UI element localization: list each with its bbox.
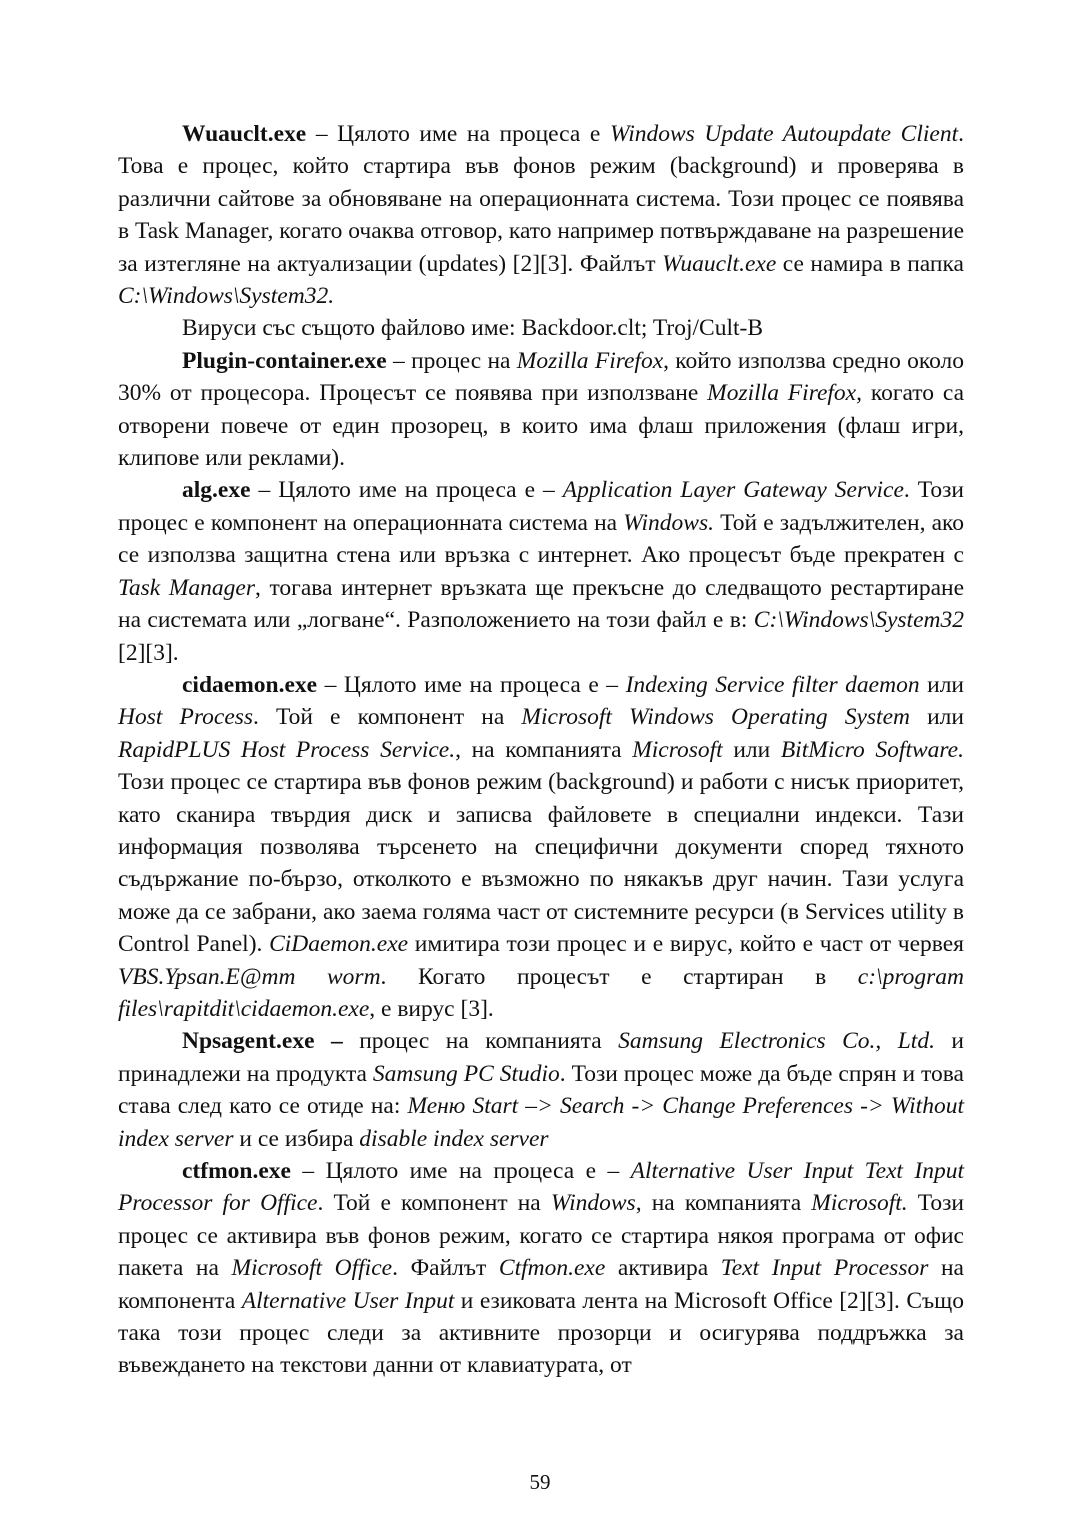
term-npsagent: Npsagent.exe – [182,1028,343,1055]
document-page [118,118,964,1382]
italic-run: Microsoft [632,736,723,763]
para-npsagent [118,1025,964,1155]
page-number: 59 [529,1470,551,1494]
italic-run: Mozilla Firefox, [707,380,862,407]
text-run: Той е задължителен, ако се използва защитна стена или връзка с интернет. Ако процесът бъде прекратен с [118,509,965,569]
text-run: и езиковата лента на Microsoft Office [2][3]. Също така този процес следи за активните прозорци и осигурява поддръжка за въвеждането на текстови данни от клавиатурата, от [118,1287,964,1379]
italic-run: Windows [550,1190,636,1217]
text-run: – Цялото име на процеса е [306,121,610,147]
text-run: или [910,704,964,731]
text-run: Този процес се стартира във фонов режим (background) и работи с нисък приоритет, като сканира твърдия диск и записва файловете в специални индекси. Тази информация позволява търсенето на специфични документи според тяхното съдържание по-бързо, отколкото е възможно по някакъв друг начин. Тази услуга може да се забрани, ако заема голяма част от системните ресурси (в Services utility в Control Panel). [118,769,964,958]
text-run: . Това е процес, който стартира във фонов режим (background) и проверява в различни сайтове за обновяване на операционната система. Този процес се появява в Task Manager, когато очаква отговор, като например потвърждаване на разрешение за изтегляне на актуализации (updates) [2][3]. Файлът [118,121,965,277]
text-run: Този процес се активира във фонов режим, когато се стартира някоя програма от офис пакета на [118,1190,964,1282]
italic-run: Samsung Electronics Co., Ltd. [618,1028,935,1055]
italic-run: Text Input Processor [720,1255,929,1282]
para-wuauclt [118,118,964,312]
text-run: когато са отворени повече от един прозорец, в които има флаш приложения (флаш игри, клипове или реклами). [118,380,964,472]
text-run: или [919,671,964,698]
text-run: , тогава интернет връзката ще прекъсне до следващото рестартиране на системата или „логване“. Разположението на този файл е в: [118,574,965,634]
italic-run: Application Layer Gateway Service [562,477,904,504]
italic-run: Windows Update Autoupdate Client [609,121,959,147]
text-run: , който използва средно около 30% от процесора. Процесът се появява при използване [118,347,964,407]
italic-run: RapidPLUS Host Process Service. [118,736,456,763]
italic-run: C:\Windows\System32 [753,607,964,634]
italic-run: VBS.Ypsan.E@mm worm [118,963,381,990]
italic-run: Windows. [623,509,714,536]
italic-run: Microsoft. [811,1190,908,1217]
text-run: и се избира [233,1125,360,1152]
italic-run: Microsoft Windows Operating System [521,704,910,731]
italic-run: Task Manager [118,574,255,601]
text-run: [2][3]. [118,639,179,666]
text-run: Вируси със същото файлово име: Backdoor.clt; Troj/Cult-B [182,315,764,342]
italic-run: BitMicro Software. [780,736,964,763]
term-alg: alg.exe [182,477,251,504]
italic-run: Indexing Service filter daemon [625,671,920,698]
italic-run: c:\program files\rapitdit\cidaemon.exe [118,963,964,1022]
text-run: . Той е компонент на [253,704,522,731]
text-run: . Този процес е компонент на операционната система на [118,477,964,536]
text-run: се намира в папка [776,250,964,277]
text-run: . Когато процесът е стартиран в [380,963,858,990]
para-viruses [118,312,964,344]
text-run: и принадлежи на продукта [118,1028,965,1087]
italic-run: disable index server [359,1125,549,1152]
text-run: или [722,736,781,763]
text-run: – Цялото име на процеса е – [250,477,563,504]
italic-run: CiDaemon.exe [269,931,409,958]
text-run: . Този процес може да бъде спрян и това става след като се отиде на: [118,1060,964,1120]
para-plugin-container [118,345,964,475]
text-run: , на компанията [635,1190,812,1217]
italic-run: Alternative User Input [241,1287,455,1314]
term-ctfmon: ctfmon.exe [182,1158,291,1184]
term-wuauclt: Wuauclt.exe [182,121,307,147]
text-run: имитира този процес и е вирус, който е част от червея [408,931,964,958]
para-alg [118,474,964,668]
italic-run: C:\Windows\System32. [118,283,335,310]
text-run: – Цялото име на процеса е – [290,1158,631,1184]
italic-run: Меню Start –> Search -> Change Preferences -> Without index server [118,1093,964,1152]
para-ctfmon [118,1155,964,1382]
italic-run: Mozilla Firefox [516,347,664,374]
italic-run: Samsung PC Studio [372,1060,560,1087]
term-cidaemon: cidaemon.exe [182,671,318,698]
text-run: , е вирус [3]. [369,995,494,1022]
italic-run: Alternative User Input Text Input Processor for Office [118,1158,964,1217]
text-run: процес на компанията [342,1028,619,1055]
text-run: . Той е компонент на [317,1190,551,1217]
text-run: . Файлът [392,1255,499,1282]
italic-run: Microsoft Office [231,1255,393,1282]
term-plugin-container: Plugin-container.exe [182,347,387,374]
italic-run: Host Process [118,704,254,731]
text-run: – процес на [386,347,517,374]
italic-run: Ctfmon.exe [498,1255,606,1282]
text-run: – Цялото име на процеса е – [317,671,626,698]
text-run: активира [605,1255,721,1282]
text-run: на компонента [118,1255,964,1314]
italic-run: Wuauclt.exe [662,250,777,277]
text-run: , на компанията [455,736,633,763]
para-cidaemon [118,669,964,1025]
